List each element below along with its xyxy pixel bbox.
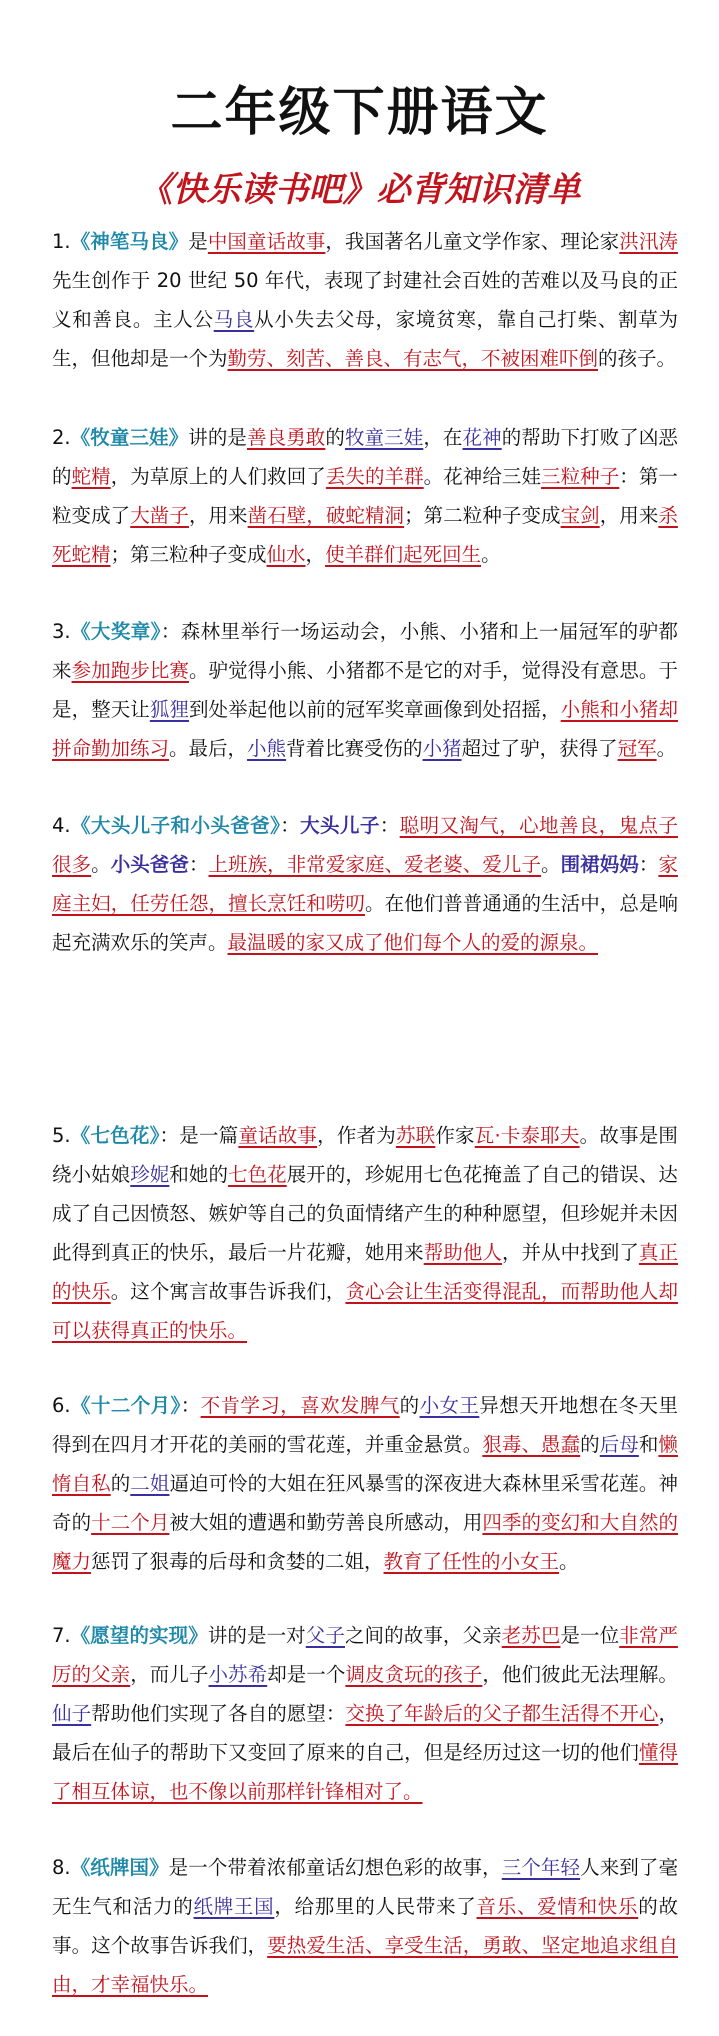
body-text: 是一个带着浓郁童话幻想色彩的故事， bbox=[168, 1856, 502, 1879]
highlight-text: 大头儿子 bbox=[300, 814, 380, 837]
highlight-text: 纸牌王国 bbox=[193, 1895, 275, 1918]
book-title: 《十二个月》 bbox=[70, 1394, 181, 1417]
body-text: 被大姐的遭遇和勤劳善良所感动，用 bbox=[169, 1511, 483, 1534]
body-text: 的故事。这个故事告诉我们， bbox=[52, 1895, 678, 1957]
highlight-text: 使羊群们起死回生 bbox=[325, 543, 482, 566]
body-text: ： bbox=[280, 814, 301, 837]
highlight-text: 5. bbox=[52, 1124, 71, 1147]
highlight-text: 杀死蛇精 bbox=[52, 504, 678, 566]
body-text: 超过了驴，获得了 bbox=[461, 737, 618, 760]
book-title: 《七色花》 bbox=[70, 1124, 160, 1147]
list-item-5 bbox=[52, 1116, 678, 1350]
highlight-text: 8. bbox=[52, 1856, 71, 1879]
body-text: ，而儿子 bbox=[130, 1663, 209, 1686]
body-text: ，给那里的人民带来了 bbox=[274, 1895, 477, 1918]
highlight-text: 4. bbox=[52, 814, 71, 837]
body-text: ： bbox=[180, 1394, 201, 1417]
body-text: 是一位 bbox=[560, 1624, 620, 1647]
book-title: 《牧童三娃》 bbox=[70, 426, 189, 449]
body-text: 的 bbox=[399, 1394, 420, 1417]
highlight-text: 马良 bbox=[213, 308, 255, 331]
highlight-text: 二姐 bbox=[130, 1472, 170, 1495]
highlight-text: 宝剑 bbox=[560, 504, 600, 527]
highlight-text: 童话故事 bbox=[238, 1124, 318, 1147]
highlight-text: 蛇精 bbox=[71, 465, 111, 488]
highlight-text: 父子 bbox=[305, 1624, 345, 1647]
highlight-text: 后母 bbox=[599, 1433, 639, 1456]
list-item-1 bbox=[52, 222, 678, 378]
highlight-text: 要热爱生活、享受生活，勇敢、坚定地追求组自由，才幸福快乐。 bbox=[52, 1934, 678, 1996]
body-text: 背着比赛受伤的 bbox=[286, 737, 423, 760]
highlight-text: 小熊 bbox=[247, 737, 287, 760]
body-text: ： bbox=[379, 814, 400, 837]
highlight-text: 小苏希 bbox=[208, 1663, 268, 1686]
highlight-text: 帮助他人 bbox=[423, 1241, 502, 1264]
highlight-text: 凿石壁，破蛇精洞 bbox=[247, 504, 405, 527]
body-text: 是 bbox=[188, 230, 208, 253]
highlight-text: 家庭主妇，任劳任怨，擅长烹饪和唠叨 bbox=[52, 853, 678, 915]
highlight-text: 围裙妈妈 bbox=[560, 853, 639, 876]
highlight-text: 最温暖的家又成了他们每个人的爱的源泉。 bbox=[227, 931, 599, 954]
highlight-text: 瓦·卡泰耶夫 bbox=[474, 1124, 580, 1147]
highlight-text: 懒惰自私 bbox=[52, 1433, 678, 1495]
book-title: 《大奖章》 bbox=[70, 620, 161, 643]
body-text: 的 bbox=[110, 1472, 131, 1495]
highlight-text: 苏联 bbox=[395, 1124, 436, 1147]
list-item-3 bbox=[52, 612, 678, 768]
body-text: 到处举起他以前的冠军奖章画像到处招摇， bbox=[188, 698, 561, 721]
body-text: 。 bbox=[91, 853, 111, 876]
page-subtitle: 《快乐读书吧》必背知识清单 bbox=[138, 170, 581, 210]
body-text: 和她的 bbox=[169, 1163, 229, 1186]
highlight-text: 珍妮 bbox=[130, 1163, 170, 1186]
body-text: 和 bbox=[638, 1433, 659, 1456]
body-text: 的 bbox=[580, 1433, 600, 1456]
highlight-text: 中国童话故事 bbox=[207, 230, 326, 253]
highlight-text: 仙水 bbox=[266, 543, 306, 566]
highlight-text: 老苏巴 bbox=[501, 1624, 561, 1647]
book-title: 《神笔马良》 bbox=[70, 230, 189, 253]
body-text: ，并从中找到了 bbox=[501, 1241, 639, 1264]
highlight-text: 贪心会让生活变得混乱，而帮助他人却可以获得真正的快乐。 bbox=[52, 1280, 678, 1342]
body-text: ， bbox=[305, 543, 326, 566]
highlight-text: 小头爸爸 bbox=[110, 853, 189, 876]
highlight-text: 牧童三娃 bbox=[344, 426, 424, 449]
body-text: 。驴觉得小熊、小猪都不是它的对手，觉得没有意思。于是，整天让 bbox=[52, 659, 678, 721]
book-title: 《纸牌国》 bbox=[70, 1856, 169, 1879]
body-text: 人来到了毫无生气和活力的 bbox=[52, 1856, 678, 1918]
body-text: 。花神给三娃 bbox=[423, 465, 542, 488]
list-item-6 bbox=[52, 1386, 678, 1581]
highlight-text: 洪汛涛 bbox=[619, 230, 678, 253]
body-text: 的帮助下打败了凶恶的 bbox=[52, 426, 678, 488]
body-text: 却是一个 bbox=[267, 1663, 346, 1686]
highlight-text: 真正的快乐 bbox=[52, 1241, 678, 1303]
highlight-text: 参加跑步比赛 bbox=[71, 659, 189, 682]
highlight-text: 非常严厉的父亲 bbox=[52, 1624, 678, 1686]
highlight-text: 丢失的羊群 bbox=[325, 465, 424, 488]
highlight-text: 1. bbox=[52, 230, 71, 253]
list-item-7 bbox=[52, 1616, 678, 1811]
body-text: 讲的是 bbox=[188, 426, 248, 449]
body-text: 展开的，珍妮用七色花掩盖了自己的错误、达成了自己因愤怒、嫉妒等自己的负面情绪产生的种种愿望，但珍妮并未因此得到真正的快乐，最后一片花瓣，她用来 bbox=[52, 1163, 678, 1264]
highlight-text: 音乐、爱情和快乐 bbox=[476, 1895, 639, 1918]
body-text: 。 bbox=[481, 543, 501, 566]
highlight-text: 仙子 bbox=[52, 1702, 92, 1725]
body-text: 异想天开地想在冬天里得到在四月才开花的美丽的雪花莲，并重金悬赏。 bbox=[52, 1394, 678, 1456]
highlight-text: 聪明又淘气，心地善良，鬼点子很多 bbox=[52, 814, 678, 876]
body-text: ：是一篇 bbox=[159, 1124, 239, 1147]
body-text: ，最后在仙子的帮助下又变回了原来的自己，但是经历过这一切的他们 bbox=[52, 1702, 678, 1764]
highlight-text: 小熊和小猪却拼命勤加练习 bbox=[52, 698, 678, 760]
body-text: ，作者为 bbox=[317, 1124, 396, 1147]
body-text: 讲的是一对 bbox=[207, 1624, 306, 1647]
highlight-text: 冠军 bbox=[617, 737, 657, 760]
list-item-4 bbox=[52, 806, 678, 962]
body-text: 作家 bbox=[435, 1124, 475, 1147]
list-item-2 bbox=[52, 418, 678, 574]
body-text: ；第二粒种子变成 bbox=[404, 504, 561, 527]
highlight-text: 大凿子 bbox=[130, 504, 189, 527]
highlight-text: 小猪 bbox=[422, 737, 462, 760]
highlight-text: 上班族，非常爱家庭、爱老婆、爱儿子 bbox=[208, 853, 542, 876]
body-text: 帮助他们实现了各自的愿望： bbox=[91, 1702, 346, 1725]
body-text: ；第三粒种子变成 bbox=[110, 543, 267, 566]
highlight-text: 2. bbox=[52, 426, 71, 449]
book-title: 《大头儿子和小头爸爸》 bbox=[70, 814, 281, 837]
highlight-text: 3. bbox=[52, 620, 71, 643]
book-title: 《愿望的实现》 bbox=[70, 1624, 208, 1647]
body-text: ：森林里举行一场运动会，小熊、小猪和上一届冠军的驴都来 bbox=[52, 620, 678, 682]
highlight-text: 善良勇敢 bbox=[247, 426, 326, 449]
highlight-text: 6. bbox=[52, 1394, 71, 1417]
body-text: 。故事是围绕小姑娘 bbox=[52, 1124, 678, 1186]
highlight-text: 三粒种子 bbox=[541, 465, 620, 488]
body-text: ，我国著名儿童文学作家、理论家 bbox=[325, 230, 620, 253]
body-text: ，用来 bbox=[188, 504, 248, 527]
highlight-text: 勤劳、刻苦、善良、有志气，不被困难吓倒 bbox=[227, 347, 599, 370]
body-text: 。 bbox=[656, 737, 677, 760]
body-text: ： bbox=[638, 853, 659, 876]
highlight-text: 懂得了相互体谅，也不像以前那样针锋相对了。 bbox=[52, 1741, 678, 1803]
body-text: 的孩子。 bbox=[598, 347, 677, 370]
highlight-text: 七色花 bbox=[228, 1163, 287, 1186]
highlight-text: 四季的变幻和大自然的魔力 bbox=[52, 1511, 678, 1573]
list-item-8 bbox=[52, 1848, 678, 2004]
body-text: ，他们彼此无法理解。 bbox=[482, 1663, 678, 1686]
body-text: ： bbox=[188, 853, 209, 876]
highlight-text: 交换了年龄后的父子都生活得不开心 bbox=[345, 1702, 659, 1725]
body-text: ：第一粒变成了 bbox=[52, 465, 678, 527]
body-text: 惩罚了狠毒的后母和贪婪的二姐， bbox=[91, 1550, 384, 1573]
body-text: 之间的故事，父亲 bbox=[344, 1624, 502, 1647]
highlight-text: 三个年轻 bbox=[501, 1856, 581, 1879]
body-text: ，用来 bbox=[599, 504, 659, 527]
highlight-text: 7. bbox=[52, 1624, 71, 1647]
body-text: ，在 bbox=[423, 426, 463, 449]
body-text: 。 bbox=[559, 1550, 579, 1573]
body-text: 的 bbox=[325, 426, 345, 449]
body-text: 。在他们普普通通的生活中，总是响起充满欢乐的笑声。 bbox=[52, 892, 678, 954]
body-text: 。 bbox=[541, 853, 561, 876]
body-text: 。这个寓言故事告诉我们， bbox=[110, 1280, 346, 1303]
body-text: 从小失去父母，家境贫寒，靠自己打柴、割草为生，但他却是一个为 bbox=[52, 308, 678, 370]
body-text: ，为草原上的人们救回了 bbox=[110, 465, 326, 488]
page-title: 二年级下册语文 bbox=[170, 83, 549, 143]
highlight-text: 教育了任性的小女王 bbox=[383, 1550, 560, 1573]
body-text: 。最后， bbox=[169, 737, 248, 760]
highlight-text: 狐狸 bbox=[149, 698, 189, 721]
highlight-text: 调皮贪玩的孩子 bbox=[345, 1663, 483, 1686]
body-text: 逼迫可怜的大姐在狂风暴雪的深夜进大森林里采雪花莲。神奇的 bbox=[52, 1472, 678, 1534]
highlight-text: 不肯学习，喜欢发脾气 bbox=[200, 1394, 400, 1417]
highlight-text: 花神 bbox=[462, 426, 502, 449]
highlight-text: 十二个月 bbox=[91, 1511, 170, 1534]
highlight-text: 狠毒、愚蠢 bbox=[482, 1433, 581, 1456]
body-text: 先生创作于 20 世纪 50 年代，表现了封建社会百姓的苦难以及马良的正义和善良。主人公 bbox=[52, 269, 678, 331]
highlight-text: 小女王 bbox=[419, 1394, 480, 1417]
